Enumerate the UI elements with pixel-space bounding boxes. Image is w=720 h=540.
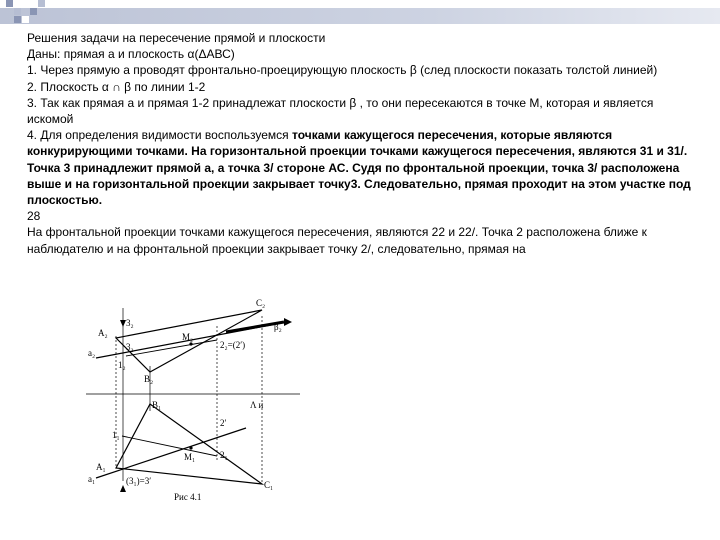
label-axis: Λ и [250, 400, 264, 410]
label-a2-line: a₂ [88, 348, 96, 358]
header-gradient-strip [0, 8, 720, 24]
point-m1 [189, 446, 192, 449]
given-line: Даны: прямая а и плоскость α(ΔАВС) [27, 47, 235, 62]
label-m2: M₂ [182, 332, 194, 342]
decor-square [22, 16, 29, 23]
label-c1: C₁ [264, 480, 274, 490]
label-b2: B₂ [144, 374, 154, 384]
closing-paragraph: На фронтальной проекции точками кажущегося пересечения, являются 22 и 22/. Точка 2 расположена ближе к наблюдателю и на фронтальной проекции закрывает точку 2/, следовательно, прямая на [27, 225, 647, 256]
figure-caption: Рис 4.1 [174, 492, 202, 502]
label-m1: M₁ [184, 452, 196, 462]
page-number: 28 [27, 209, 41, 224]
step-1: 1. Через прямую а проводят фронтально-проецирующую плоскость β (след плоскости показать толстой линией) [27, 63, 658, 78]
label-s2: 3₂ [126, 342, 134, 352]
step-3: 3. Так как прямая а и прямая 1-2 принадлежат плоскости β , то они пересекаются в точке М, которая и является искомой [27, 95, 654, 127]
beta-arrow [284, 318, 292, 326]
decor-square [6, 0, 13, 7]
decor-square [14, 8, 21, 15]
triangle-horizontal [116, 404, 262, 484]
step-4-intro: 4. Для определения видимости воспользуемся [27, 128, 292, 143]
label-21: 2₁ [220, 450, 228, 460]
label-a2: A₂ [98, 328, 108, 338]
view-arrow-bottom [120, 485, 126, 492]
label-s1: (3₁)=3′ [126, 476, 152, 486]
label-c2: C₂ [256, 298, 266, 308]
line-12-frontal [126, 340, 217, 356]
label-11: 1₁ [112, 430, 120, 440]
slide-title: Решения задачи на пересечение прямой и плоскости [27, 31, 326, 45]
slide-text [27, 30, 699, 257]
decor-square [30, 8, 37, 15]
label-b1: B₁ [152, 400, 162, 410]
decor-square [14, 16, 21, 23]
step-4-bold: точками кажущегося пересечения, которые являются конкурирующими точками. На горизонтальной проекции точками кажущегося пересечения, являются 31 и 31/. Точка 3 принадлежит прямой а, а точка 3/ стороне АС. Судя по фронтальной проекции, точка 3/ расположена выше и на горизонтальной проекции закрывает точку3. Следовательно, прямая проходит на этом участке под плоскостью. [27, 128, 691, 208]
label-a1: A₁ [96, 462, 106, 472]
slide-header-decoration [0, 0, 720, 30]
label-beta: β₂ [274, 322, 282, 332]
step-2: 2. Плоскость α ∩ β по линии 1-2 [27, 79, 206, 94]
projection-diagram-svg [86, 296, 306, 508]
decor-square [38, 0, 45, 7]
point-m2 [189, 342, 192, 345]
label-32-top: 3₂ [126, 318, 134, 328]
label-a1-line: a₁ [88, 474, 96, 484]
projection-drawing [86, 296, 306, 508]
label-12: 1₂ [118, 360, 126, 370]
step-4 [27, 127, 699, 208]
label-22: 2₂=(2′) [220, 340, 246, 350]
label-21p: 2′ [220, 418, 227, 428]
